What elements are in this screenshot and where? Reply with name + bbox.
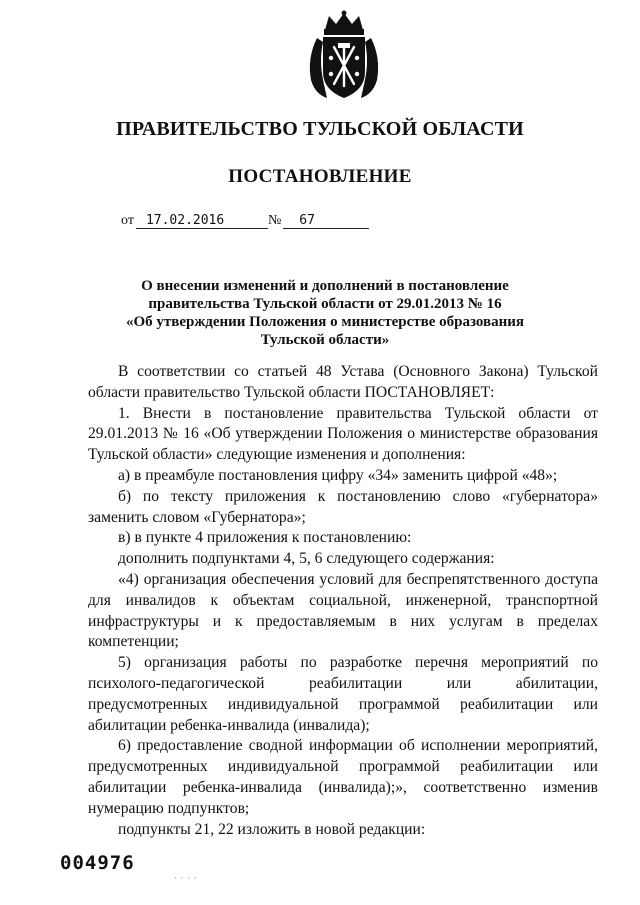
paragraph-add-subitems: дополнить подпунктами 4, 5, 6 следующего содержания: [118, 550, 495, 568]
from-label: от [121, 213, 134, 228]
paragraph-item-v: в) в пункте 4 приложения к постановлению: [118, 529, 412, 547]
date-number-line [121, 213, 369, 229]
scan-specks: · · · · [174, 874, 198, 883]
subject-line: Тульской области» [260, 332, 390, 348]
coat-of-arms-icon [301, 10, 387, 102]
document-type: ПОСТАНОВЛЕНИЕ [228, 166, 412, 187]
paragraph-item-b: б) по тексту приложения к постановлению слово «губернатора» заменить словом «Губернатора»; [88, 487, 598, 526]
paragraph-item-1: 1. Внести в постановление правительства Тульской области от 29.01.2013 № 16 «Об утверждении Положения о министерстве образования Тульской области» следующие изменения и дополнения: [88, 404, 598, 464]
government-title: ПРАВИТЕЛЬСТВО ТУЛЬСКОЙ ОБЛАСТИ [116, 118, 524, 140]
paragraph-subitem-4: «4) организация обеспечения условий для беспрепятственного доступа для инвалидов к объектам социальной, инженерной, транспортной инфраструктуры и к предоставляемым в них услугам в пределах компетенции; [88, 570, 598, 651]
subject-line: «Об утверждении Положения о министерстве образования [125, 314, 525, 330]
paragraph-subitem-6: 6) предоставление сводной информации об исполнении мероприятий, предусмотренных индивидуальной программой реабилитации или абилитации ребенка-инвалида (инвалида);», соответственно изменив нумерацию подпунктов; [88, 737, 598, 817]
paragraph-item-a: а) в преамбуле постановления цифру «34» заменить цифрой «48»; [118, 466, 558, 484]
document-date: 17.02.2016 [136, 213, 268, 229]
subject-line: О внесении изменений и дополнений в постановление [141, 278, 509, 294]
paragraph-preamble: В соответствии со статьей 48 Устава (Основного Закона) Тульской области правительство Тульской области ПОСТАНОВЛЯЕТ: [88, 363, 598, 401]
paragraph-subitem-5: 5) организация работы по разработке перечня мероприятий по психолого-педагогической реабилитации или абилитации, предусмотренных индивидуальной программой реабилитации или абилитации ребенка-инвалида (инвалида); [88, 654, 598, 734]
number-label: № [267, 213, 282, 228]
document-body [88, 362, 598, 840]
form-serial-number: 004976 [60, 852, 135, 874]
subject-line: правительства Тульской области от 29.01.2013 № 16 [148, 296, 502, 312]
document-number: 67 [283, 213, 369, 229]
document-subject [110, 277, 540, 349]
paragraph-subitems-21-22: подпункты 21, 22 изложить в новой редакции: [118, 820, 426, 838]
